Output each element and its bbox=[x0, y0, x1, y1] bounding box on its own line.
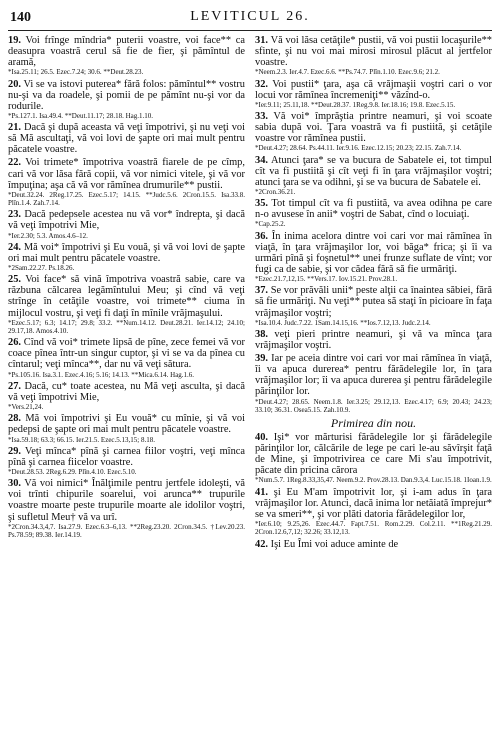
verse bbox=[8, 381, 245, 411]
verse bbox=[255, 432, 492, 485]
verse-number: 28. bbox=[8, 413, 21, 425]
cross-references: *Num.5.7. 1Reg.8.33,35,47. Neem.9.2. Prov.28.13. Dan.9.3,4. Luc.15.18. 1Ioan.1.9. bbox=[255, 476, 492, 485]
verse-text: Vi se va istovi puterea* fără folos: pămîntul** vostru nu-şi va da roadele, şi pomii de pe pămînt nu-şi vor da rodurile. bbox=[8, 78, 245, 112]
cross-references: *Ier.6.10; 9.25,26. Ezec.44.7. Fapt.7.51. Rom.2.29. Col.2.11. **1Reg.21.29. 2Cron.12.6,7,12; 32.26; 33.12,13. bbox=[255, 520, 492, 537]
cross-references: *Ps.105.16. Isa.3.1. Ezec.4.16; 5.16; 14.13. **Mica.6.14. Hag.1.6. bbox=[8, 370, 195, 379]
verse-number: 33. bbox=[255, 111, 268, 123]
verse-text-line bbox=[255, 432, 492, 476]
cross-references: *Deut.32.24. 2Reg.17.25. Ezec.5.17; 14.15. **Judc.5.6. 2Cron.15.5. Isa.33.8. Plîn.1.4. Zah.7.14. bbox=[8, 190, 245, 208]
verse-number: 34. bbox=[255, 154, 268, 166]
cross-references: *2Cron.36.21. bbox=[255, 187, 296, 196]
verse-text: Dacă, cu* toate acestea, nu Mă veţi asculta, şi dacă vă veţi împotrivi Mie, bbox=[8, 380, 245, 403]
verse-text: Voi frînge mîndria* puterii voastre, voi face** ca deasupra voastră cerul să fie de fier, şi pămîntul de aramă, bbox=[8, 35, 245, 69]
verse-text: În inima acelora dintre voi cari vor mai rămînea în viaţă, în ţara vrăjmaşilor lor, voi băga* frica; şi îi va urmări pînă şi foşnetul** unei frunze suflate de vînt; vor fugi ca de sabie, şi vor cădea fără să fie urmăriţi. bbox=[255, 230, 492, 275]
cross-references: *Ps.127.1. Isa.49.4. **Deut.11.17; 28.18. Hag.1.10. bbox=[8, 111, 153, 120]
verse-number: 40. bbox=[255, 432, 268, 444]
verse bbox=[255, 155, 492, 197]
verse-number: 21. bbox=[8, 122, 21, 134]
cross-references: *Isa.59.18; 63.3; 66.15. Ier.21.5. Ezec.5.13,15; 8.18. bbox=[8, 435, 155, 444]
verse-text-line bbox=[8, 381, 245, 403]
verse bbox=[255, 79, 492, 109]
verse-number: 27. bbox=[8, 380, 21, 392]
verse-number: 29. bbox=[8, 445, 21, 457]
verse-text-line bbox=[255, 111, 492, 144]
verse-text-line bbox=[8, 337, 245, 370]
verse bbox=[8, 242, 245, 272]
text-columns bbox=[8, 35, 492, 735]
verse bbox=[255, 329, 492, 351]
verse-text-line bbox=[8, 122, 245, 155]
verse-text: veţi pieri printre neamuri, şi vă va mînca ţara vrăjmaşilor voştri. bbox=[255, 328, 492, 352]
verse-text-line bbox=[255, 35, 492, 68]
verse-text: Vă voi lăsa cetăţile* pustii, vă voi pustii locaşurile** sfinte, şi nu voi mai mirosi mirosul plăcut al jertfelor voastre. bbox=[255, 35, 492, 69]
verse-text: Veţi mînca* pînă şi carnea fiilor voştri, veţi mînca pînă şi carnea fiicelor voastre. bbox=[8, 445, 245, 468]
cross-references: *Deut.28.53. 2Reg.6.29. Plîn.4.10. Ezec.5.10. bbox=[8, 467, 137, 476]
verse-number: 36. bbox=[255, 230, 268, 242]
verse-number: 42. bbox=[255, 538, 268, 550]
verse-text: Atunci ţara* se va bucura de Sabatele ei, tot timpul cît va fi pustiită şi cît veţi fi în ţara vrăjmaşilor voştri; atunci ţara se va odihni, şi se va bucura de Sabatele ei. bbox=[255, 154, 492, 188]
verse-text-line bbox=[255, 79, 492, 101]
verse-text: şi Eu M'am împotrivit lor, şi i-am adus în ţara vrăjmaşilor lor. Atunci, dacă inima lor netăiată împrejur* se va smeri**, şi vor plăti datoria fărădelegilor lor, bbox=[255, 486, 492, 520]
verse bbox=[8, 122, 245, 155]
verse-text: Voi trimete* împotriva voastră fiarele de pe cîmp, cari vă vor lăsa fără copii, vă vor nimici vitele, şi vă vor împuţina; aşa că vă vor rămînea drumurile** pustii. bbox=[8, 157, 245, 191]
verse-text-line bbox=[255, 231, 492, 275]
cross-references: *2Cron.34.3,4,7. Isa.27.9. Ezec.6.3–6,13. **2Reg.23.20. 2Cron.34.5. †Lev.20.23. Ps.78.59; 89.38. Ier.14.19. bbox=[8, 522, 245, 539]
verse bbox=[8, 478, 245, 539]
verse bbox=[255, 231, 492, 284]
verse-text-line bbox=[8, 413, 245, 435]
cross-references: *Cap.25.2. bbox=[255, 220, 286, 229]
verse-number: 22. bbox=[8, 157, 21, 169]
page-header bbox=[8, 8, 492, 31]
verse bbox=[8, 413, 245, 443]
verse-text-line bbox=[8, 209, 245, 231]
verse-text: Işi Eu Îmi voi aduce aminte de bbox=[270, 538, 399, 550]
verse-text: Mă voi împotrivi şi Eu vouă* cu mînie, şi vă voi pedepsi de şapte ori mai mult pentru păcatele voastre. bbox=[8, 413, 245, 436]
verse-text: Mă voi* împotrivi şi Eu vouă, şi vă voi lovi de şapte ori mai mult pentru păcatele voastre. bbox=[8, 241, 245, 264]
cross-references: *Deut.4.27; 28.65. Neem.1.8. Ier.3.25; 29.12,13. Ezec.4.17; 6.9; 20.43; 24.23; 33.10; 36.31. Osea5.15. Zah.10.9. bbox=[255, 397, 492, 414]
verse-text-line bbox=[255, 539, 492, 550]
verse-text: Iar pe aceia dintre voi cari vor mai rămînea în viaţă, îi va apuca durerea* pentru fărădelegile lor, în ţara vrăjmaşilor lor; îi va apuca durerea şi pentru fărădelegile părinţilor lor. bbox=[255, 353, 492, 398]
verse-text: Vă voi* împrăştia printre neamuri, şi voi scoate sabia după voi. Ţara voastră va fi pustiită, şi cetăţile voastre vor rămînea pustii. bbox=[255, 111, 492, 145]
verse-text-line bbox=[8, 478, 245, 522]
verse bbox=[255, 285, 492, 327]
verse-text-line bbox=[255, 155, 492, 188]
verse-text-line bbox=[255, 285, 492, 318]
verse bbox=[255, 539, 492, 550]
verse-text-line bbox=[255, 198, 492, 220]
verse-text-line bbox=[8, 79, 245, 112]
verse-text-line bbox=[8, 242, 245, 264]
verse-number: 32. bbox=[255, 78, 268, 90]
verse-number: 19. bbox=[8, 35, 21, 46]
cross-references: *Isa.25.11; 26.5. Ezec.7.24; 30.6. **Deut.28.23. bbox=[8, 68, 144, 77]
verse-text-line bbox=[255, 487, 492, 520]
verse bbox=[255, 111, 492, 153]
left-column bbox=[8, 35, 245, 735]
verse-text-line bbox=[255, 353, 492, 397]
verse bbox=[8, 35, 245, 77]
verse bbox=[255, 198, 492, 228]
verse-text: Vă voi nimici* Înălţimile pentru jertfele idoleşti, vă voi trînti chipurile soarelui, voi arunca** trupurile voastre moarte peste trupurile moarte ale idolilor voştri, şi sufletul Meu† vă va urî. bbox=[8, 478, 245, 523]
verse-text: Se vor prăvăli unii* peste alţii ca înaintea săbiei, fără să fie urmăriţi. Nu veţi** putea să staţi în picioare în faţa vrăjmaşilor voştri; bbox=[255, 285, 492, 319]
verse-number: 23. bbox=[8, 209, 21, 221]
verse-text: Dacă şi după aceasta vă veţi împotrivi, şi nu veţi voi să Mă ascultaţi, vă voi lovi de şapte ori mai mult pentru păcatele voastre. bbox=[8, 122, 245, 156]
verse bbox=[255, 353, 492, 414]
verse-number: 38. bbox=[255, 328, 268, 340]
verse-number: 30. bbox=[8, 478, 21, 490]
verse-number: 41. bbox=[255, 486, 268, 498]
verse bbox=[8, 274, 245, 335]
cross-references: *Neem.2.3. Ier.4.7. Ezec.6.6. **Ps.74.7. Plîn.1.10. Ezec.9.6; 21.2. bbox=[255, 68, 440, 77]
verse-text-line bbox=[8, 157, 245, 190]
verse-text-line bbox=[8, 35, 245, 68]
verse-text: Voi pustii* ţara, aşa că vrăjmaşii voştri cari o vor locui vor rămînea încremeniţi** văzînd-o. bbox=[255, 78, 492, 101]
running-title: LEVITICUL 26. bbox=[190, 9, 310, 24]
verse-text: Voi face* să vină împotriva voastră sabie, care va răzbuna călcarea legămîntului Meu; şi cînd vă veţi strînge în cetăţile voastre, voi trimete** ciuma în mijlocul vostru, şi veţi fi daţi în mînile vrăjmaşului. bbox=[8, 274, 245, 319]
verse-number: 25. bbox=[8, 274, 21, 286]
cross-references: *Vers.21,24. bbox=[8, 403, 44, 412]
verse-number: 39. bbox=[255, 353, 268, 365]
verse-number: 26. bbox=[8, 337, 21, 349]
cross-references: *Ezec.21.7,12,15. **Vers.17. Iov.15.21. Prov.28.1. bbox=[255, 275, 398, 284]
verse bbox=[8, 157, 245, 207]
verse-text: Işi* vor mărturisi fărădelegile lor şi fărădelegile părinţilor lor, călcările de lege pe cari le-au săvîrşit faţă de Mine, şi împotrivirea ce care Mi s'au împotrivit, păcate din pricina cărora bbox=[255, 432, 492, 477]
verse-text-line bbox=[8, 446, 245, 468]
verse bbox=[255, 487, 492, 537]
verse bbox=[8, 209, 245, 239]
verse-number: 35. bbox=[255, 198, 268, 210]
cross-references: *Deut.4.27; 28.64. Ps.44.11. Ier.9.16. Ezec.12.15; 20.23; 22.15. Zah.7.14. bbox=[255, 144, 462, 153]
cross-references: *Ier.2.30; 5.3. Amos.4.6–12. bbox=[8, 231, 88, 240]
verse-text-line bbox=[8, 274, 245, 318]
cross-references: *Ezec.5.17; 6.3; 14.17; 29.8; 33.2. **Num.14.12. Deut.28.21. Ier.14.12; 24.10; 29.17,18. Amos.4.10. bbox=[8, 318, 245, 335]
verse bbox=[8, 79, 245, 121]
verse-number: 37. bbox=[255, 285, 268, 297]
verse-text: Dacă pedepsele acestea nu vă vor* îndrepta, şi dacă vă veţi împotrivi Mie, bbox=[8, 209, 245, 232]
cross-references: *Isa.10.4. Judc.7.22. 1Sam.14.15,16. **Ios.7.12,13. Judc.2.14. bbox=[255, 318, 431, 327]
verse-number: 24. bbox=[8, 241, 21, 253]
page-number: 140 bbox=[10, 10, 31, 25]
verse-text: Cînd vă voi* trimete lipsă de pîne, zece femei vă vor coace pînea într-un singur cuptor, şi vi se va da pînea cu cîntarul; veţi mînca**, dar nu vă veţi sătura. bbox=[8, 337, 245, 371]
verse bbox=[255, 35, 492, 77]
verse-text: Tot timpul cît va fi pustiită, va avea odihna pe care n-o avusese în anii* voştri de Sabat, cînd o locuiaţi. bbox=[255, 198, 492, 221]
verse bbox=[8, 446, 245, 476]
verse-text-line bbox=[255, 329, 492, 351]
cross-references: *2Sam.22.27. Ps.18.26. bbox=[8, 263, 75, 272]
right-column bbox=[255, 35, 492, 735]
verse bbox=[8, 337, 245, 379]
section-heading: Primirea din nou. bbox=[330, 416, 417, 431]
verse-number: 20. bbox=[8, 78, 21, 90]
cross-references: *Ier.9.11; 25.11,18. **Deut.28.37. 1Reg.9.8. Ier.18.16; 19.8. Ezec.5.15. bbox=[255, 100, 456, 109]
verse-number: 31. bbox=[255, 35, 268, 46]
